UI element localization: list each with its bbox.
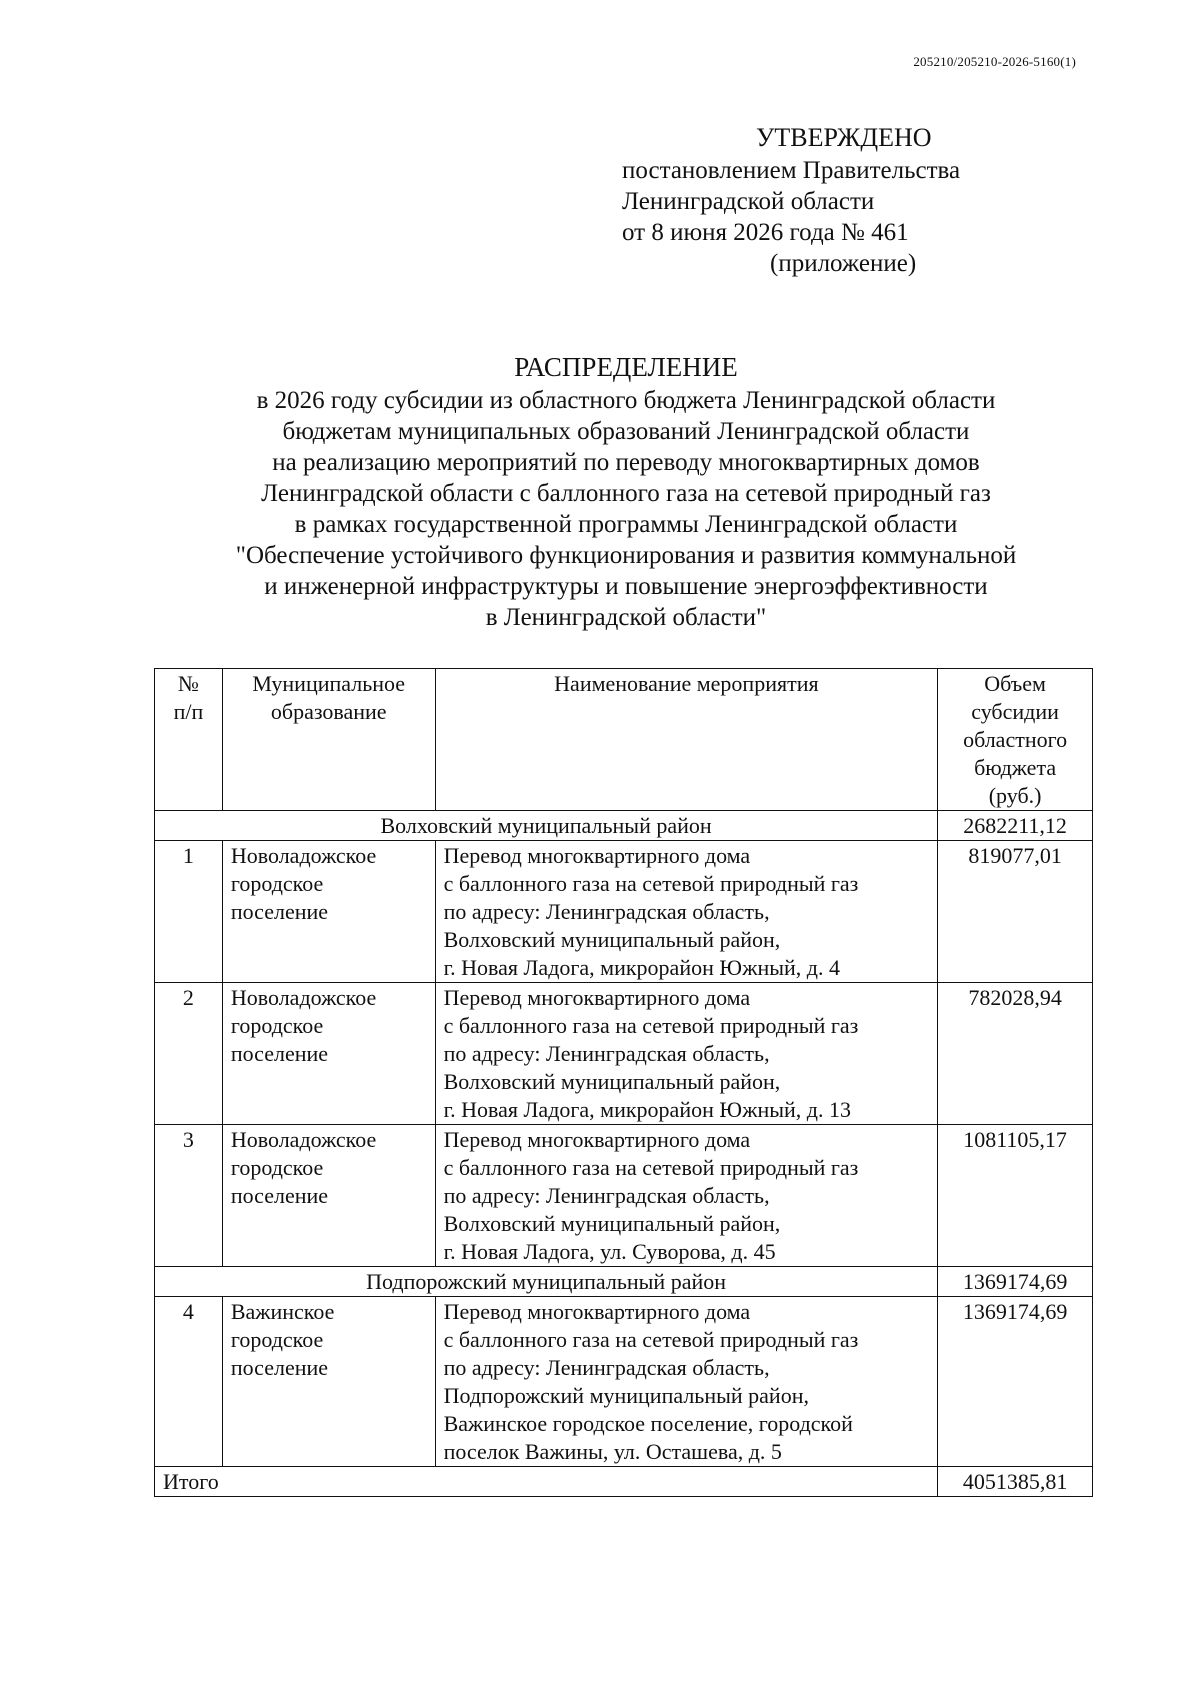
action-line: Подпорожский муниципальный район,: [443, 1383, 809, 1408]
action-line: г. Новая Ладога, микрорайон Южный, д. 4: [443, 955, 840, 980]
row-number: 3: [155, 1125, 223, 1267]
municipality-line: поселение: [230, 1041, 329, 1066]
action-line: Волховский муниципальный район,: [443, 1211, 781, 1236]
row-number: 2: [155, 983, 223, 1125]
district-row: [155, 1267, 1093, 1297]
header-amount: [938, 669, 1093, 811]
header-municipality: [222, 669, 435, 811]
action-line: по адресу: Ленинградская область,: [443, 1183, 770, 1208]
municipality-line: городское: [230, 1013, 324, 1038]
municipality-line: Новоладожское: [230, 985, 377, 1010]
row-amount: 1369174,69: [938, 1297, 1093, 1467]
action-line: Перевод многоквартирного дома: [443, 1127, 751, 1152]
row-municipality: [222, 1125, 435, 1267]
approval-title: УТВЕРЖДЕНО: [756, 123, 932, 152]
row-number: 4: [155, 1297, 223, 1467]
header-action-line: Наименование мероприятия: [554, 671, 819, 696]
table-header-row: [155, 669, 1093, 811]
heading-title: РАСПРЕДЕЛЕНИЕ: [514, 352, 738, 382]
heading-line: в рамках государственной программы Ленинградской области: [294, 511, 958, 538]
header-number-line: №: [177, 671, 199, 696]
action-line: Волховский муниципальный район,: [443, 1069, 781, 1094]
heading-line: Ленинградской области с баллонного газа на сетевой природный газ: [261, 480, 991, 507]
table-row: [155, 841, 1093, 983]
municipality-line: городское: [230, 1155, 324, 1180]
total-row: [155, 1467, 1093, 1497]
action-line: по адресу: Ленинградская область,: [443, 1041, 770, 1066]
total-label: Итого: [155, 1467, 938, 1497]
approval-line: постановлением Правительства: [622, 157, 961, 184]
row-number: 1: [155, 841, 223, 983]
district-name: Подпорожский муниципальный район: [155, 1267, 938, 1297]
row-action: [435, 841, 938, 983]
district-name: Волховский муниципальный район: [155, 811, 938, 841]
heading-line: и инженерной инфраструктуры и повышение энергоэффективности: [264, 573, 988, 600]
action-line: с баллонного газа на сетевой природный газ: [443, 1155, 859, 1180]
municipality-line: Новоладожское: [230, 843, 377, 868]
table-row: [155, 1297, 1093, 1467]
header-action: [435, 669, 938, 811]
document-code: 205210/205210-2026-5160(1): [913, 54, 1076, 69]
row-municipality: [222, 841, 435, 983]
action-line: г. Новая Ладога, микрорайон Южный, д. 13: [443, 1097, 851, 1122]
header-amount-line: областного: [963, 727, 1068, 752]
municipality-line: городское: [230, 871, 324, 896]
municipality-line: городское: [230, 1327, 324, 1352]
action-line: Важинское городское поселение, городской: [443, 1411, 853, 1436]
row-action: [435, 983, 938, 1125]
action-line: Перевод многоквартирного дома: [443, 1299, 751, 1324]
row-action: [435, 1297, 938, 1467]
action-line: с баллонного газа на сетевой природный газ: [443, 871, 859, 896]
action-line: г. Новая Ладога, ул. Суворова, д. 45: [443, 1239, 776, 1264]
municipality-line: поселение: [230, 899, 329, 924]
action-line: по адресу: Ленинградская область,: [443, 899, 770, 924]
action-line: Волховский муниципальный район,: [443, 927, 781, 952]
municipality-line: поселение: [230, 1355, 329, 1380]
action-line: с баллонного газа на сетевой природный газ: [443, 1013, 859, 1038]
table-row: [155, 1125, 1093, 1267]
row-amount: 819077,01: [938, 841, 1093, 983]
heading-line: на реализацию мероприятий по переводу многоквартирных домов: [272, 449, 980, 476]
approval-annex: (приложение): [770, 250, 917, 277]
heading-line: в 2026 году субсидии из областного бюджета Ленинградской области: [256, 387, 996, 414]
heading-line: "Обеспечение устойчивого функционирования и развития коммунальной: [235, 542, 1017, 569]
district-amount: 1369174,69: [938, 1267, 1093, 1297]
header-amount-line: Объем: [984, 671, 1046, 696]
total-amount: 4051385,81: [938, 1467, 1093, 1497]
action-line: поселок Важины, ул. Осташева, д. 5: [443, 1439, 782, 1464]
row-amount: 1081105,17: [938, 1125, 1093, 1267]
approval-stamp: [622, 122, 960, 279]
district-row: [155, 811, 1093, 841]
header-amount-line: бюджета: [974, 755, 1057, 780]
header-municipality-line: Муниципальное: [252, 671, 406, 696]
heading-line: в Ленинградской области": [485, 604, 767, 631]
action-line: Перевод многоквартирного дома: [443, 985, 751, 1010]
approval-line: Ленинградской области: [622, 188, 875, 215]
header-amount-line: (руб.): [988, 783, 1042, 808]
action-line: по адресу: Ленинградская область,: [443, 1355, 770, 1380]
action-line: с баллонного газа на сетевой природный газ: [443, 1327, 859, 1352]
document-heading: [0, 352, 1200, 633]
header-number: [155, 669, 223, 811]
header-number-line: п/п: [173, 699, 204, 724]
heading-line: бюджетам муниципальных образований Ленинградской области: [282, 418, 970, 445]
municipality-line: Важинское: [230, 1299, 335, 1324]
row-municipality: [222, 1297, 435, 1467]
distribution-table: [154, 668, 1093, 1497]
table-row: [155, 983, 1093, 1125]
row-amount: 782028,94: [938, 983, 1093, 1125]
approval-line: от 8 июня 2026 года № 461: [622, 219, 909, 246]
action-line: Перевод многоквартирного дома: [443, 843, 751, 868]
row-municipality: [222, 983, 435, 1125]
header-municipality-line: образование: [270, 699, 387, 724]
header-amount-line: субсидии: [971, 699, 1059, 724]
district-amount: 2682211,12: [938, 811, 1093, 841]
municipality-line: Новоладожское: [230, 1127, 377, 1152]
row-action: [435, 1125, 938, 1267]
municipality-line: поселение: [230, 1183, 329, 1208]
